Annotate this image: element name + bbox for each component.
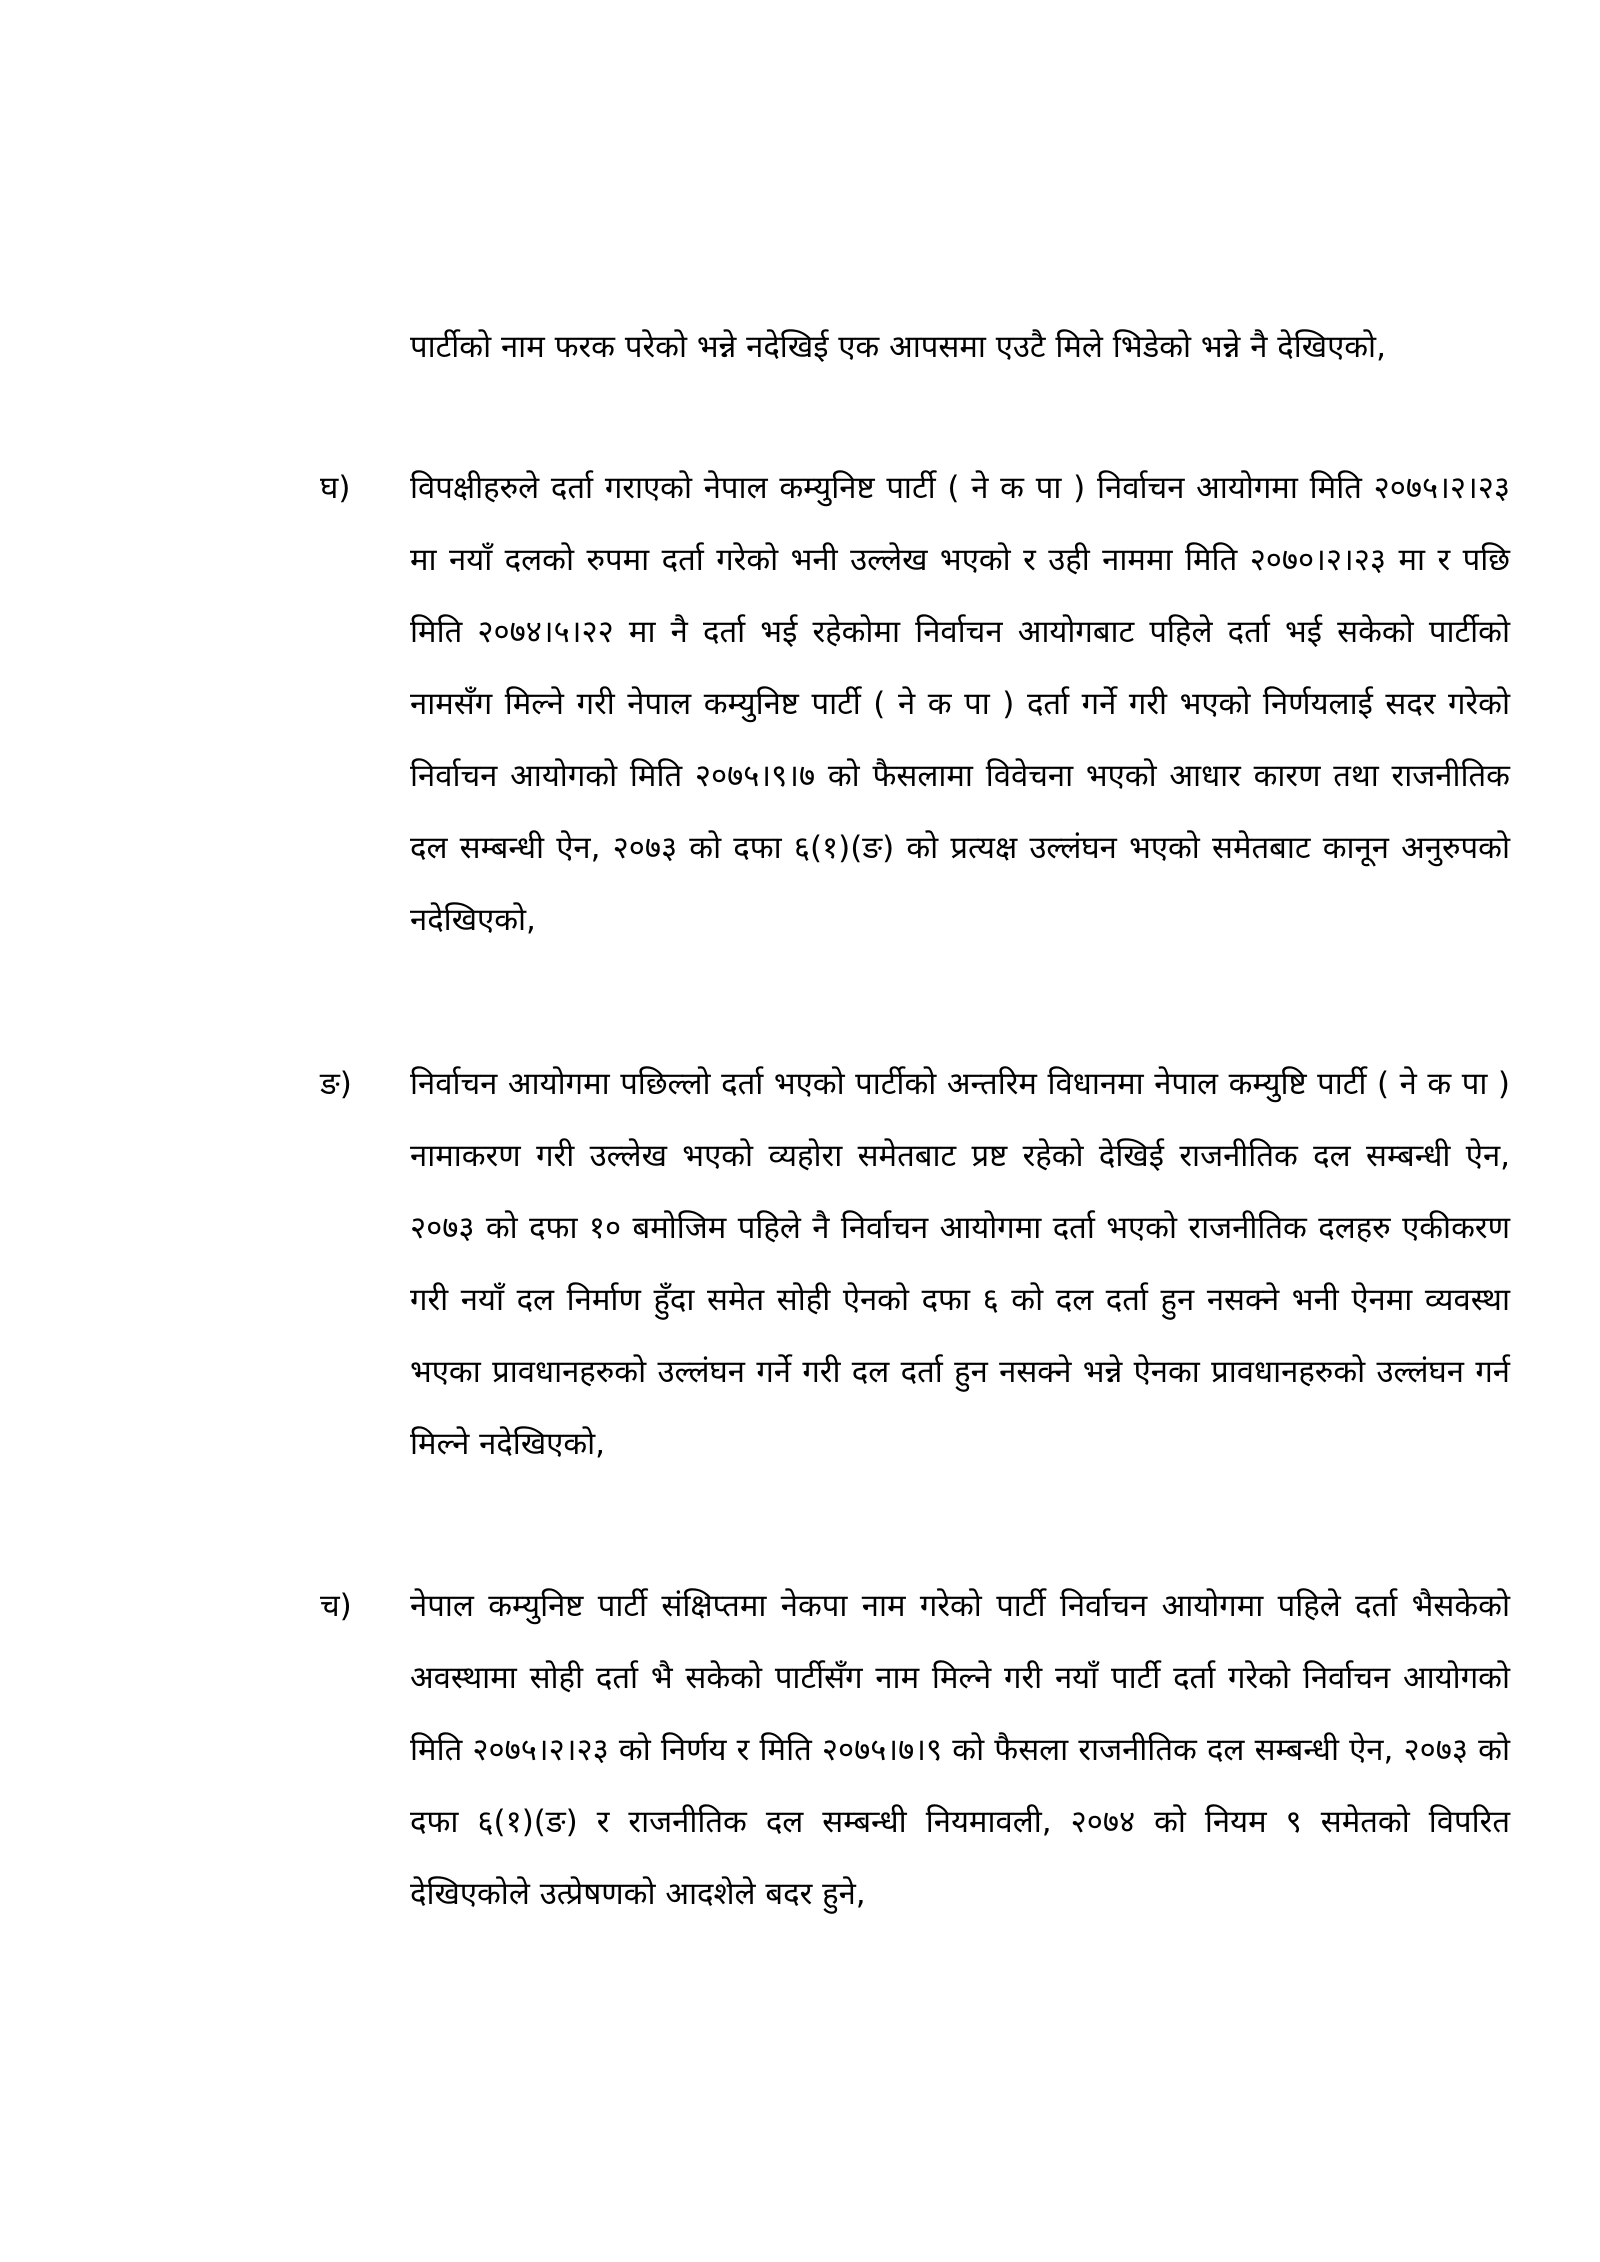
continuation-paragraph: पार्टीको नाम फरक परेको भन्ने नदेखिई एक आपसमा एउटै मिले भिडेको भन्ने नै देखिएको, [410, 329, 1386, 365]
item-marker: घ) [320, 470, 351, 506]
item-marker: ङ) [320, 1066, 352, 1102]
item-text: नेपाल कम्युनिष्ट पार्टी संक्षिप्तमा नेकपा नाम गरेको पार्टी निर्वाचन आयोगमा पहिले दर्ता भैसकेको अवस्थामा सोही दर्ता भै सकेको पार्टीसँग नाम मिल्ने गरी नयाँ पार्टी दर्ता गरेको निर्वाचन आयोगको मिति २०७५।२।२३ को निर्णय र मिति २०७५।७।९ को फैसला राजनीतिक दल सम्बन्धी ऐन, २०७३ को दफा ६(१)(ङ) र राजनीतिक दल सम्बन्धी नियमावली, २०७४ को नियम ९ समेतको विपरित देखिएकोले उत्प्रेषणको आदशेले बदर हुने, [410, 1588, 1510, 1912]
item-text: निर्वाचन आयोगमा पछिल्लो दर्ता भएको पार्टीको अन्तरिम विधानमा नेपाल कम्युष्टि पार्टी ( ने क पा ) नामाकरण गरी उल्लेख भएको व्यहोरा समेतबाट प्रष्ट रहेको देखिई राजनीतिक दल सम्बन्धी ऐन, २०७३ को दफा १० बमोजिम पहिले नै निर्वाचन आयोगमा दर्ता भएको राजनीतिक दलहरु एकीकरण गरी नयाँ दल निर्माण हुँदा समेत सोही ऐनको दफा ६ को दल दर्ता हुन नसक्ने भनी ऐनमा व्यवस्था भएका प्रावधानहरुको उल्लंघन गर्ने गरी दल दर्ता हुन नसक्ने भन्ने ऐनका प्रावधानहरुको उल्लंघन गर्न मिल्ने नदेखिएको, [410, 1066, 1510, 1462]
item-marker: च) [320, 1588, 352, 1624]
item-text: विपक्षीहरुले दर्ता गराएको नेपाल कम्युनिष्ट पार्टी ( ने क पा ) निर्वाचन आयोगमा मिति २०७५।२।२३ मा नयाँ दलको रुपमा दर्ता गरेको भनी उल्लेख भएको र उही नाममा मिति २०७०।२।२३ मा र पछि मिति २०७४।५।२२ मा नै दर्ता भई रहेकोमा निर्वाचन आयोगबाट पहिले दर्ता भई सकेको पार्टीको नामसँग मिल्ने गरी नेपाल कम्युनिष्ट पार्टी ( ने क पा ) दर्ता गर्ने गरी भएको निर्णयलाई सदर गरेको निर्वाचन आयोगको मिति २०७५।९।७ को फैसलामा विवेचना भएको आधार कारण तथा राजनीतिक दल सम्बन्धी ऐन, २०७३ को दफा ६(१)(ङ) को प्रत्यक्ष उल्लंघन भएको समेतबाट कानून अनुरुपको नदेखिएको, [410, 470, 1510, 938]
